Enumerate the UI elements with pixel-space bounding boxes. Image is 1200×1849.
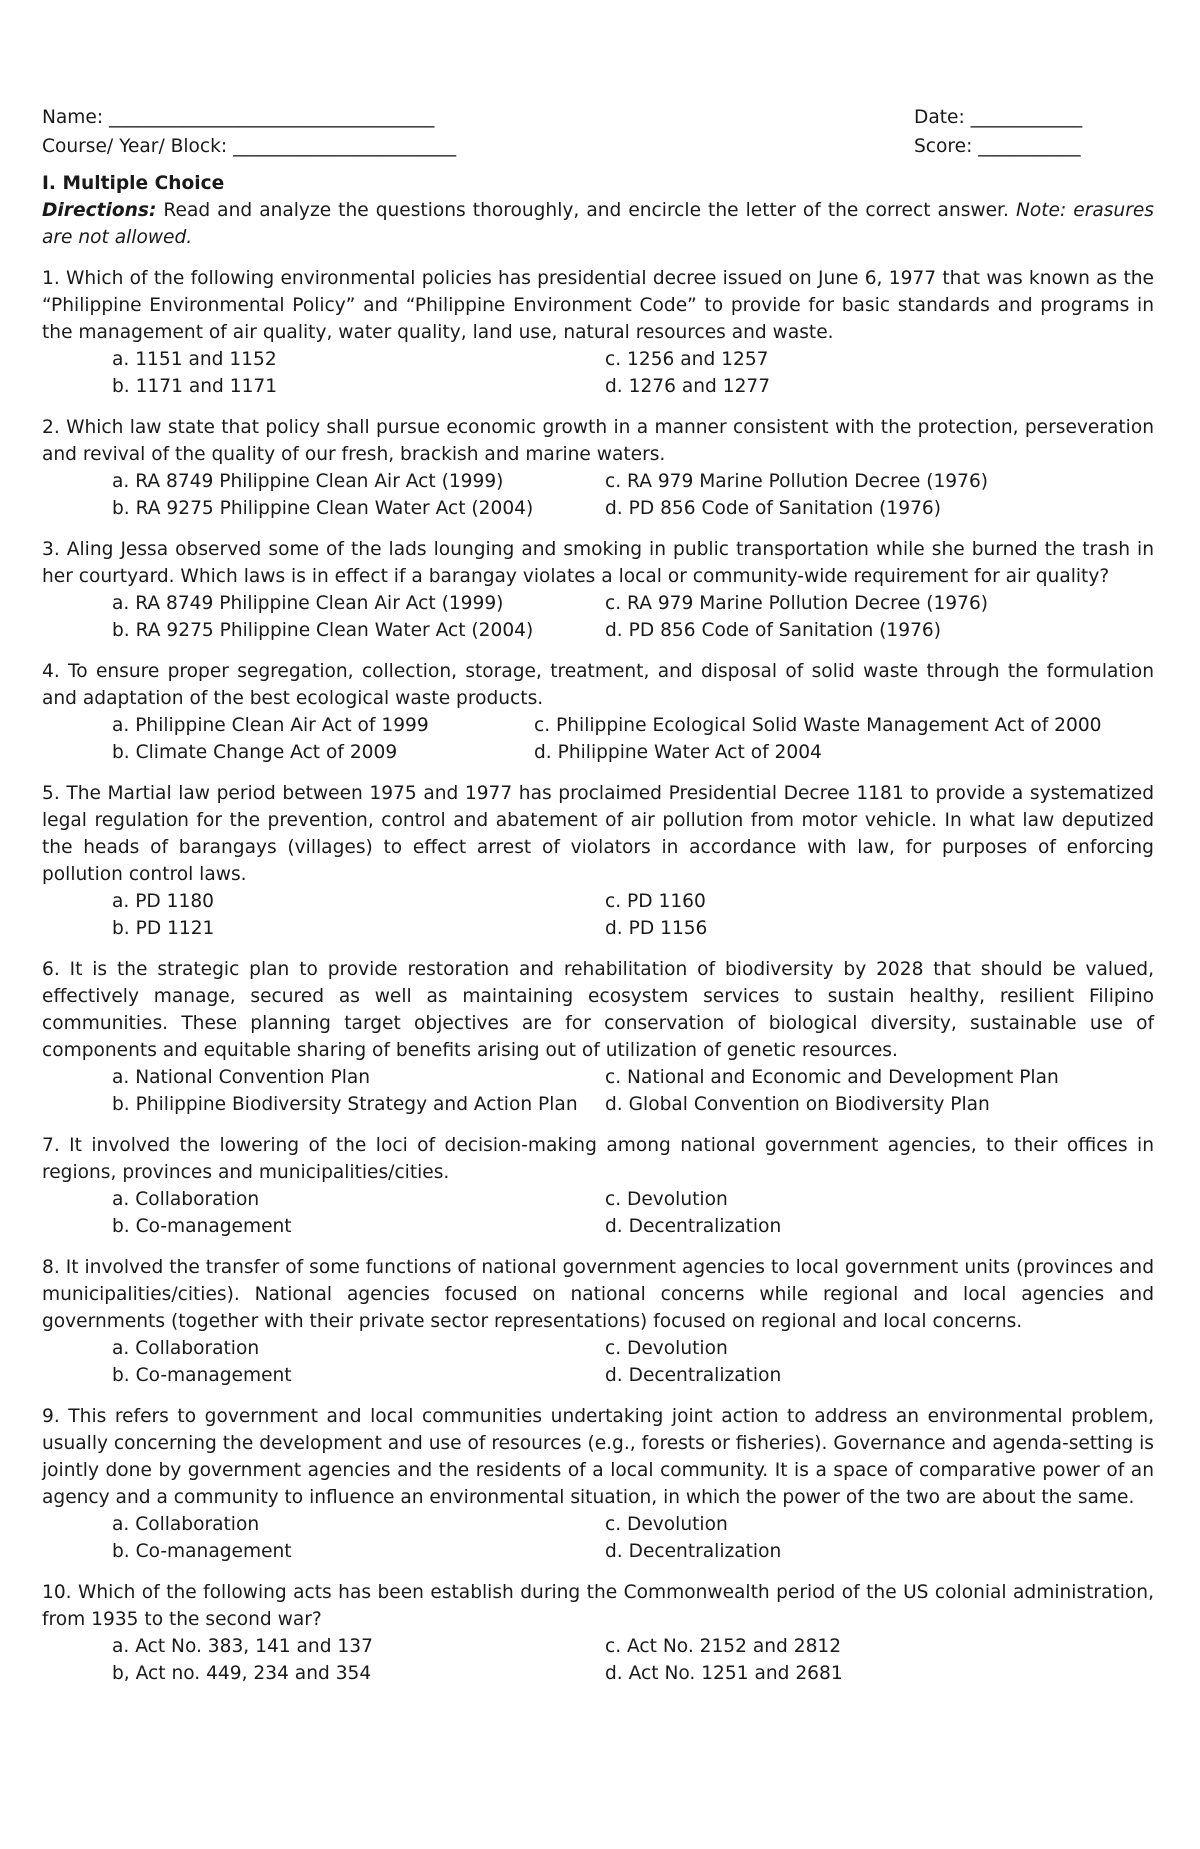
choice-d: d. Philippine Water Act of 2004 (534, 742, 822, 763)
choice-c: c. Act No. 2152 and 2812 (605, 1636, 842, 1657)
question-3 (42, 536, 1154, 644)
question-text: 3. Aling Jessa observed some of the lads lounging and smoking in public transportation while she burned the trash in her courtyard. Which laws is in effect if a barangay violates a local or community-wide requirement for air quality? (42, 539, 1154, 587)
choice-d: d. Decentralization (605, 1216, 782, 1237)
header-row-1 (42, 104, 1154, 133)
quiz-page (42, 104, 1154, 1687)
choice-a: a. 1151 and 1152 (112, 349, 277, 370)
choices (42, 468, 1154, 522)
question-text: 10. Which of the following acts has been establish during the Commonwealth period of the US colonial administration, from 1935 to the second war? (42, 1582, 1154, 1630)
choice-b: b. Philippine Biodiversity Strategy and Action Plan (112, 1094, 578, 1115)
choice-d: d. PD 856 Code of Sanitation (1976) (605, 620, 941, 641)
choice-c: c. 1256 and 1257 (605, 349, 769, 370)
choice-b: b, Act no. 449, 234 and 354 (112, 1663, 372, 1684)
choice-b: b. Co-management (112, 1365, 292, 1386)
question-text: 6. It is the strategic plan to provide restoration and rehabilitation of biodiversity by 2028 that should be valued, effectively manage, secured as well as maintaining ecosystem services to sustain healthy, resilient Filipino communities. These planning target objectives are for conservation of biological diversity, sustainable use of components and equitable sharing of benefits arising out of utilization of genetic resources. (42, 959, 1154, 1061)
choice-d: d. Global Convention on Biodiversity Plan (605, 1094, 990, 1115)
choice-b: b. 1171 and 1171 (112, 376, 278, 397)
choice-c: c. Devolution (605, 1189, 728, 1210)
choice-c: c. RA 979 Marine Pollution Decree (1976) (605, 593, 989, 614)
question-7 (42, 1132, 1154, 1240)
choice-a: a. Collaboration (112, 1338, 260, 1359)
choice-c: c. Devolution (605, 1338, 728, 1359)
choice-d: d. PD 1156 (605, 918, 708, 939)
choice-a: a. National Convention Plan (112, 1067, 371, 1088)
choice-d: d. Act No. 1251 and 2681 (605, 1663, 843, 1684)
choice-b: b. Climate Change Act of 2009 (112, 742, 398, 763)
date-field: Date: ____________ (914, 107, 1083, 128)
choice-c: c. PD 1160 (605, 891, 706, 912)
directions-note: Note: erasures are not allowed. (42, 200, 1154, 248)
choice-d: d. Decentralization (605, 1541, 782, 1562)
question-10 (42, 1579, 1154, 1687)
choice-d: d. Decentralization (605, 1365, 782, 1386)
choice-b: b. Co-management (112, 1541, 292, 1562)
choice-d: d. 1276 and 1277 (605, 376, 771, 397)
name-field: Name: ___________________________________ (42, 107, 435, 128)
question-4 (42, 658, 1154, 766)
directions-label: Directions: (42, 200, 157, 221)
question-5 (42, 780, 1154, 942)
question-text: 5. The Martial law period between 1975 and 1977 has proclaimed Presidential Decree 1181 to provide a systematized legal regulation for the prevention, control and abatement of air pollution from motor vehicle. In what law deputized the heads of barangays (villages) to effect arrest of violators in accordance with law, for purposes of enforcing pollution control laws. (42, 783, 1154, 885)
choice-d: d. PD 856 Code of Sanitation (1976) (605, 498, 941, 519)
choices (42, 590, 1154, 644)
choice-c: c. Devolution (605, 1514, 728, 1535)
choice-b: b. RA 9275 Philippine Clean Water Act (2004) (112, 498, 534, 519)
choice-a: a. Philippine Clean Air Act of 1999 (112, 715, 429, 736)
question-text: 7. It involved the lowering of the loci of decision-making among national government agencies, to their offices in regions, provinces and municipalities/cities. (42, 1135, 1154, 1183)
choice-a: a. RA 8749 Philippine Clean Air Act (1999) (112, 471, 504, 492)
choices (42, 712, 1154, 766)
choices (42, 1186, 1154, 1240)
choice-a: a. PD 1180 (112, 891, 214, 912)
choices (42, 1335, 1154, 1389)
question-1 (42, 265, 1154, 400)
question-text: 9. This refers to government and local communities undertaking joint action to address an environmental problem, usually concerning the development and use of resources (e.g., forests or fisheries). Governance and agenda-setting is jointly done by government agencies and the residents of a local community. It is a space of comparative power of an agency and a community to influence an environmental situation, in which the power of the two are about the same. (42, 1406, 1154, 1508)
question-text: 8. It involved the transfer of some functions of national government agencies to local government units (provinces and municipalities/cities). National agencies focused on national concerns while regional and local agencies and governments (together with their private sector representations) focused on regional and local concerns. (42, 1257, 1154, 1332)
question-2 (42, 414, 1154, 522)
score-field: Score: ___________ (914, 136, 1081, 157)
choices (42, 1633, 1154, 1687)
question-9 (42, 1403, 1154, 1565)
choice-b: b. Co-management (112, 1216, 292, 1237)
choice-a: a. RA 8749 Philippine Clean Air Act (1999) (112, 593, 504, 614)
choice-b: b. PD 1121 (112, 918, 215, 939)
choice-a: a. Collaboration (112, 1189, 260, 1210)
choices (42, 346, 1154, 400)
choices (42, 1511, 1154, 1565)
choice-a: a. Act No. 383, 141 and 137 (112, 1636, 373, 1657)
choice-c: c. National and Economic and Development Plan (605, 1067, 1059, 1088)
question-text: 4. To ensure proper segregation, collection, storage, treatment, and disposal of solid waste through the formulation and adaptation of the best ecological waste products. (42, 661, 1154, 709)
directions-text: Read and analyze the questions thoroughly, and encircle the letter of the correct answer. (156, 200, 1016, 221)
question-text: 1. Which of the following environmental policies has presidential decree issued on June 6, 1977 that was known as the “Philippine Environmental Policy” and “Philippine Environment Code” to provide for basic standards and programs in the management of air quality, water quality, land use, natural resources and waste. (42, 268, 1154, 343)
choices (42, 1064, 1154, 1118)
choice-b: b. RA 9275 Philippine Clean Water Act (2004) (112, 620, 534, 641)
choice-a: a. Collaboration (112, 1514, 260, 1535)
choices (42, 888, 1154, 942)
header-row-2 (42, 133, 1154, 162)
directions (42, 197, 1154, 251)
question-6 (42, 956, 1154, 1118)
choice-c: c. Philippine Ecological Solid Waste Management Act of 2000 (534, 715, 1102, 736)
question-text: 2. Which law state that policy shall pursue economic growth in a manner consistent with the protection, perseveration and revival of the quality of our fresh, brackish and marine waters. (42, 417, 1154, 465)
section-title: I. Multiple Choice (42, 173, 225, 194)
course-year-block-field: Course/ Year/ Block: ________________________ (42, 136, 457, 157)
question-8 (42, 1254, 1154, 1389)
choice-c: c. RA 979 Marine Pollution Decree (1976) (605, 471, 989, 492)
